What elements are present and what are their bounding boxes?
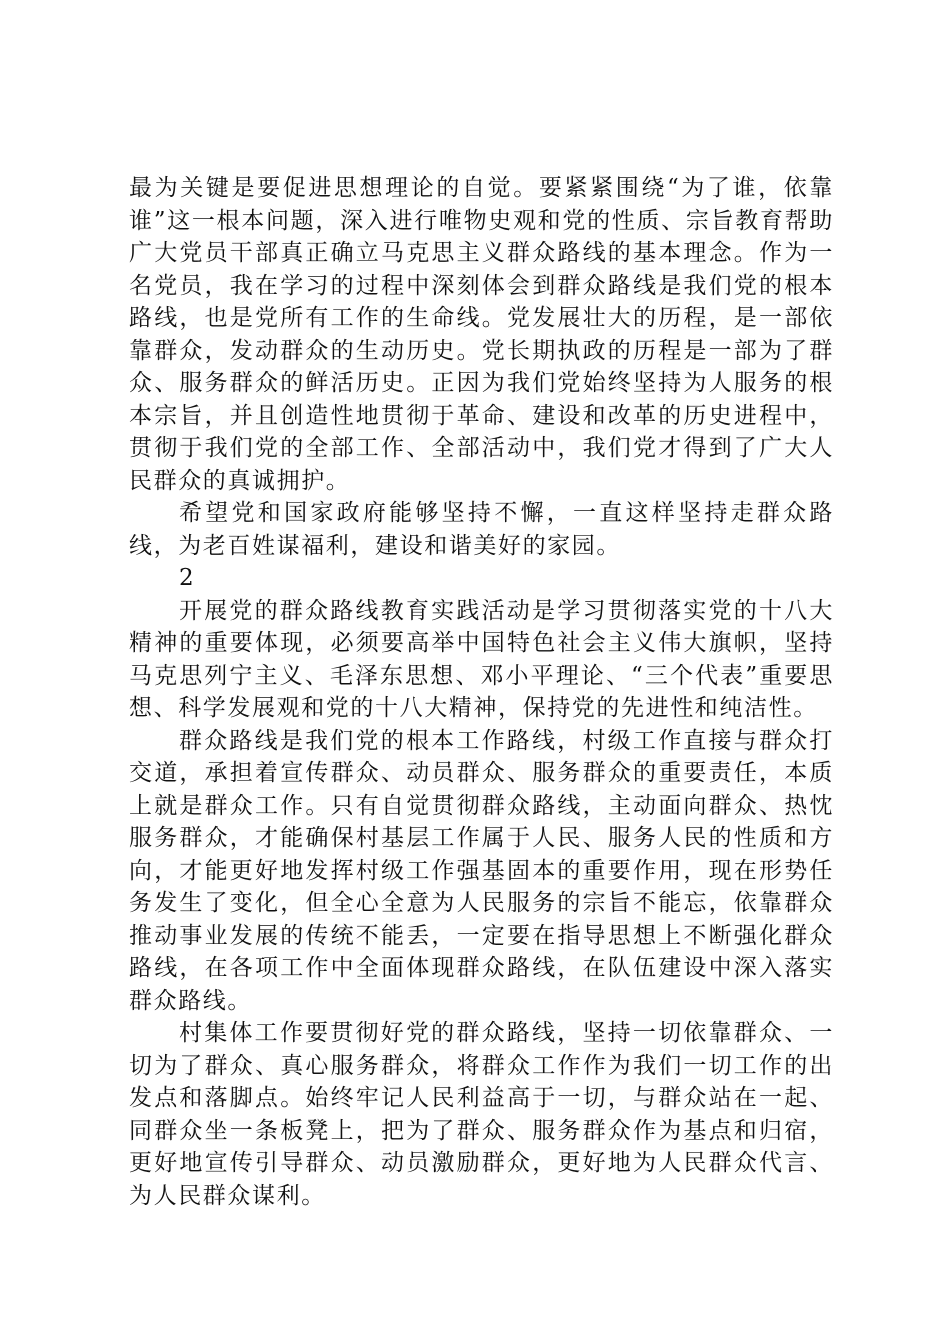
paragraph-2: 希望党和国家政府能够坚持不懈，一直这样坚持走群众路线，为老百姓谋福利，建设和谐美好的家园。 [129, 500, 834, 559]
paragraph-5: 村集体工作要贯彻好党的群众路线，坚持一切依靠群众、一切为了群众、真心服务群众，将群众工作作为我们一切工作的出发点和落脚点。始终牢记人民利益高于一切，与群众站在一起、同群众坐一条板凳上，把为了群众、服务群众作为基点和归宿，更好地宣传引导群众、动员激励群众，更好地为人民群众代言、为人民群众谋利。 [129, 1020, 834, 1209]
paragraph-4: 群众路线是我们党的根本工作路线，村级工作直接与群众打交道，承担着宣传群众、动员群众、服务群众的重要责任，本质上就是群众工作。只有自觉贯彻群众路线，主动面向群众、热忱服务群众，才能确保村基层工作属于人民、服务人民的性质和方向，才能更好地发挥村级工作强基固本的重要作用，现在形势任务发生了变化，但全心全意为人民服务的宗旨不能忘，依靠群众推动事业发展的传统不能丢，一定要在指导思想上不断强化群众路线，在各项工作中全面体现群众路线，在队伍建设中深入落实群众路线。 [129, 727, 834, 1014]
paragraph-1: 最为关键是要促进思想理论的自觉。要紧紧围绕“为了谁，依靠谁”这一根本问题，深入进行唯物史观和党的性质、宗旨教育帮助广大党员干部真正确立马克思主义群众路线的基本理念。作为一名党员，我在学习的过程中深刻体会到群众路线是我们党的根本路线，也是党所有工作的生命线。党发展壮大的历程，是一部依靠群众，发动群众的生动历史。党长期执政的历程是一部为了群众、服务群众的鲜活历史。正因为我们党始终坚持为人服务的根本宗旨，并且创造性地贯彻于革命、建设和改革的历史进程中，贯彻于我们党的全部工作、全部活动中，我们党才得到了广大人民群众的真诚拥护。 [129, 175, 834, 494]
section-number: 2 [179, 565, 196, 591]
document-body [129, 172, 834, 1212]
paragraph-3: 开展党的群众路线教育实践活动是学习贯彻落实党的十八大精神的重要体现，必须要高举中国特色社会主义伟大旗帜，坚持马克思列宁主义、毛泽东思想、邓小平理论、“三个代表”重要思想、科学发展观和党的十八大精神，保持党的先进性和纯洁性。 [129, 597, 834, 721]
